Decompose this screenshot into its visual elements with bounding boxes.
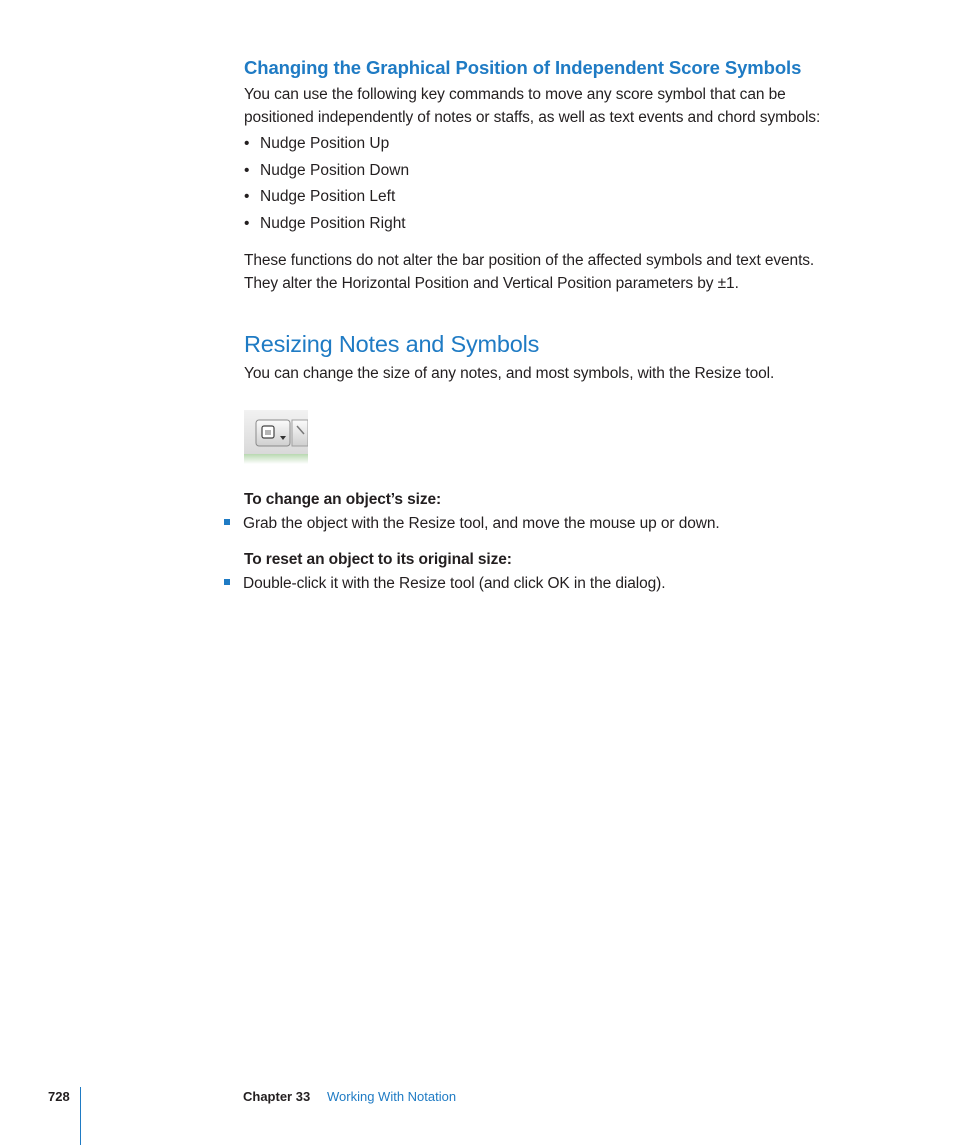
step-marker-icon: [224, 579, 230, 585]
list-item-label: Nudge Position Up: [260, 135, 390, 152]
list-item: [244, 211, 409, 238]
intro-line-1: You can use the following key commands to move any score symbol that can be: [244, 86, 786, 103]
note-line-2: They alter the Horizontal Position and Vertical Position parameters by ±1.: [244, 275, 739, 292]
list-item: [244, 184, 409, 211]
note-line-1: These functions do not alter the bar position of the affected symbols and text events.: [244, 252, 815, 269]
section-heading-resizing: Resizing Notes and Symbols: [244, 331, 540, 357]
step-text: Double-click it with the Resize tool (and click OK in the dialog).: [243, 575, 666, 592]
section-note-paragraph: [244, 249, 814, 295]
section-intro-paragraph: [244, 83, 820, 129]
task-title-change-size: To change an object’s size:: [244, 491, 442, 508]
task-step-change-size: [224, 513, 720, 535]
list-item: [244, 131, 409, 158]
intro-line-2: positioned independently of notes or staffs, as well as text events and chord symbols:: [244, 109, 821, 126]
key-command-list: [244, 131, 409, 238]
bullet-icon: •: [244, 215, 250, 233]
resizing-intro: You can change the size of any notes, and most symbols, with the Resize tool.: [244, 365, 775, 382]
bullet-icon: •: [244, 135, 250, 152]
step-text: Grab the object with the Resize tool, and move the mouse up or down.: [243, 515, 720, 532]
section-heading-graphical-position: Changing the Graphical Position of Independent Score Symbols: [244, 57, 802, 78]
page-number: 728: [48, 1089, 70, 1104]
resize-tool-icon: [244, 408, 308, 468]
footer-divider: [80, 1087, 81, 1145]
list-item-label: Nudge Position Down: [260, 161, 410, 179]
chapter-title-link[interactable]: Working With Notation: [327, 1089, 457, 1104]
list-item-label: Nudge Position Left: [260, 188, 396, 206]
task-step-reset-size: [224, 573, 665, 595]
step-marker-icon: [224, 519, 230, 525]
list-item-label: Nudge Position Right: [260, 215, 406, 233]
bullet-icon: •: [244, 188, 250, 206]
bullet-icon: •: [244, 161, 250, 179]
chapter-label: Chapter 33: [243, 1089, 311, 1104]
list-item: [244, 158, 409, 185]
task-title-reset-size: To reset an object to its original size:: [244, 551, 512, 568]
